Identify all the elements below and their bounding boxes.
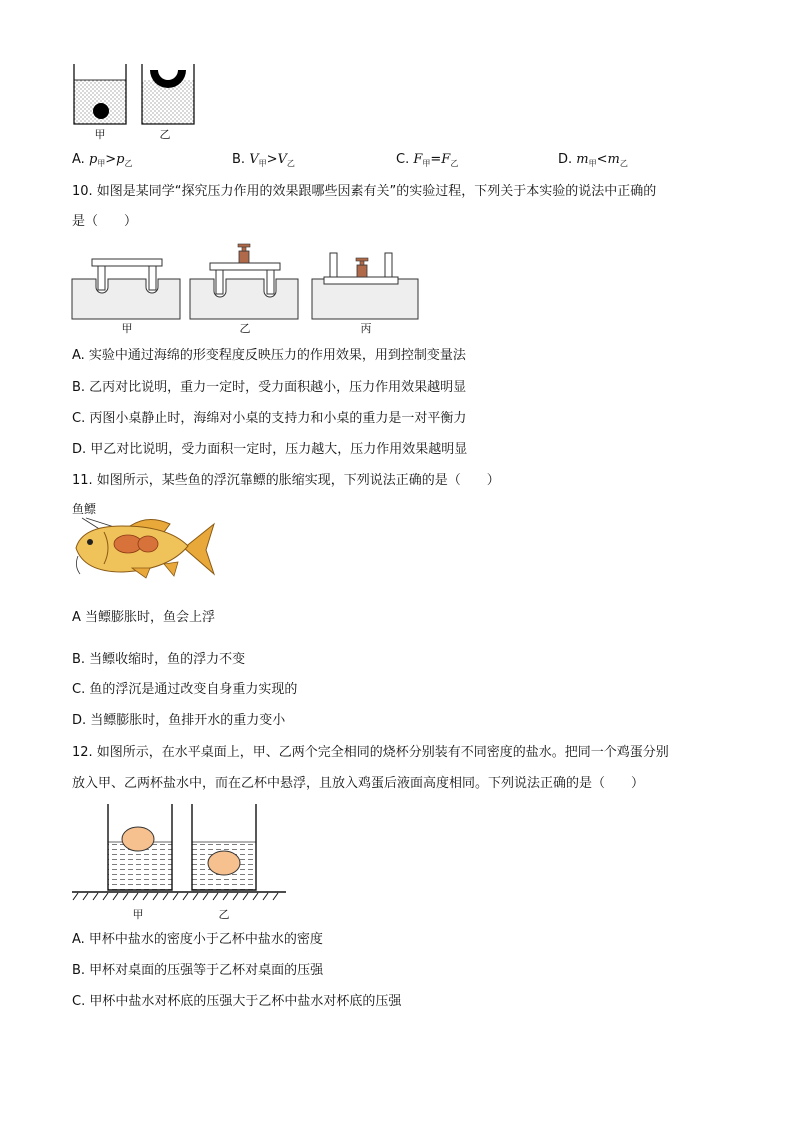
q10-option-a[interactable]: A. 实验中通过海绵的形变程度反映压力的作用效果，用到控制变量法: [72, 348, 466, 363]
q10-stem-line2: 是（ ）: [72, 214, 138, 229]
q10-option-c[interactable]: C. 丙图小桌静止时，海绵对小桌的支持力和小桌的重力是一对平衡力: [72, 411, 467, 426]
q12-option-b[interactable]: B. 甲杯对桌面的压强等于乙杯对桌面的压强: [72, 963, 324, 978]
q12-option-c[interactable]: C. 甲杯中盐水对杯底的压强大于乙杯中盐水对杯底的压强: [72, 994, 402, 1009]
q12-option-a[interactable]: A. 甲杯中盐水的密度小于乙杯中盐水的密度: [72, 932, 323, 947]
q9-option-c[interactable]: C. $F_甲=F_乙$: [396, 152, 459, 168]
q11-fish-bladder-label: 鱼鳔: [72, 502, 97, 516]
q11-option-c[interactable]: C. 鱼的浮沉是通过改变自身重力实现的: [72, 682, 298, 697]
q9-label-yi: 乙: [159, 128, 171, 141]
q12-stem-line2: 放入甲、乙两杯盐水中，而在乙杯中悬浮，且放入鸡蛋后液面高度相同。下列说法正确的是（ ）: [72, 776, 645, 791]
q11-option-b[interactable]: B. 当鳔收缩时，鱼的浮力不变: [72, 652, 246, 667]
q10-label-bing: 丙: [360, 322, 372, 335]
q9-figure: [70, 62, 210, 128]
q11-option-a[interactable]: A 当鳔膨胀时，鱼会上浮: [72, 610, 216, 625]
q9-option-b[interactable]: B. $V_甲>V_乙$: [232, 152, 295, 168]
q10-label-jia: 甲: [121, 322, 133, 335]
q11-option-d[interactable]: D. 当鳔膨胀时，鱼排开水的重力变小: [72, 713, 286, 728]
q11-fish-figure: [72, 512, 218, 582]
q10-figure: [72, 243, 422, 321]
q12-egg-suspended: [208, 851, 240, 875]
q9-label-jia: 甲: [94, 128, 106, 141]
q10-stem-line1: 10. 如图是某同学“探究压力作用的效果跟哪些因素有关”的实验过程，下列关于本实验的说法中正确的: [72, 184, 657, 199]
q9-option-a[interactable]: A. $p_甲>p_乙$: [72, 152, 133, 168]
q9-option-d[interactable]: D. $m_甲<m_乙$: [558, 152, 628, 168]
q12-egg-floating: [122, 827, 154, 851]
q12-stem-line1: 12. 如图所示，在水平桌面上，甲、乙两个完全相同的烧杯分别装有不同密度的盐水。把同一个鸡蛋分别: [72, 745, 669, 760]
q11-stem: 11. 如图所示，某些鱼的浮沉靠鳔的胀缩实现，下列说法正确的是（ ）: [72, 473, 500, 488]
q9-sunk-ball: [93, 103, 109, 119]
q10-option-b[interactable]: B. 乙丙对比说明，重力一定时，受力面积越小，压力作用效果越明显: [72, 380, 467, 395]
q10-option-d[interactable]: D. 甲乙对比说明，受力面积一定时，压力越大，压力作用效果越明显: [72, 442, 468, 457]
q10-label-yi: 乙: [239, 322, 251, 335]
q12-figure: [72, 802, 288, 906]
q12-label-jia: 甲: [132, 908, 144, 921]
q12-label-yi: 乙: [218, 908, 230, 921]
